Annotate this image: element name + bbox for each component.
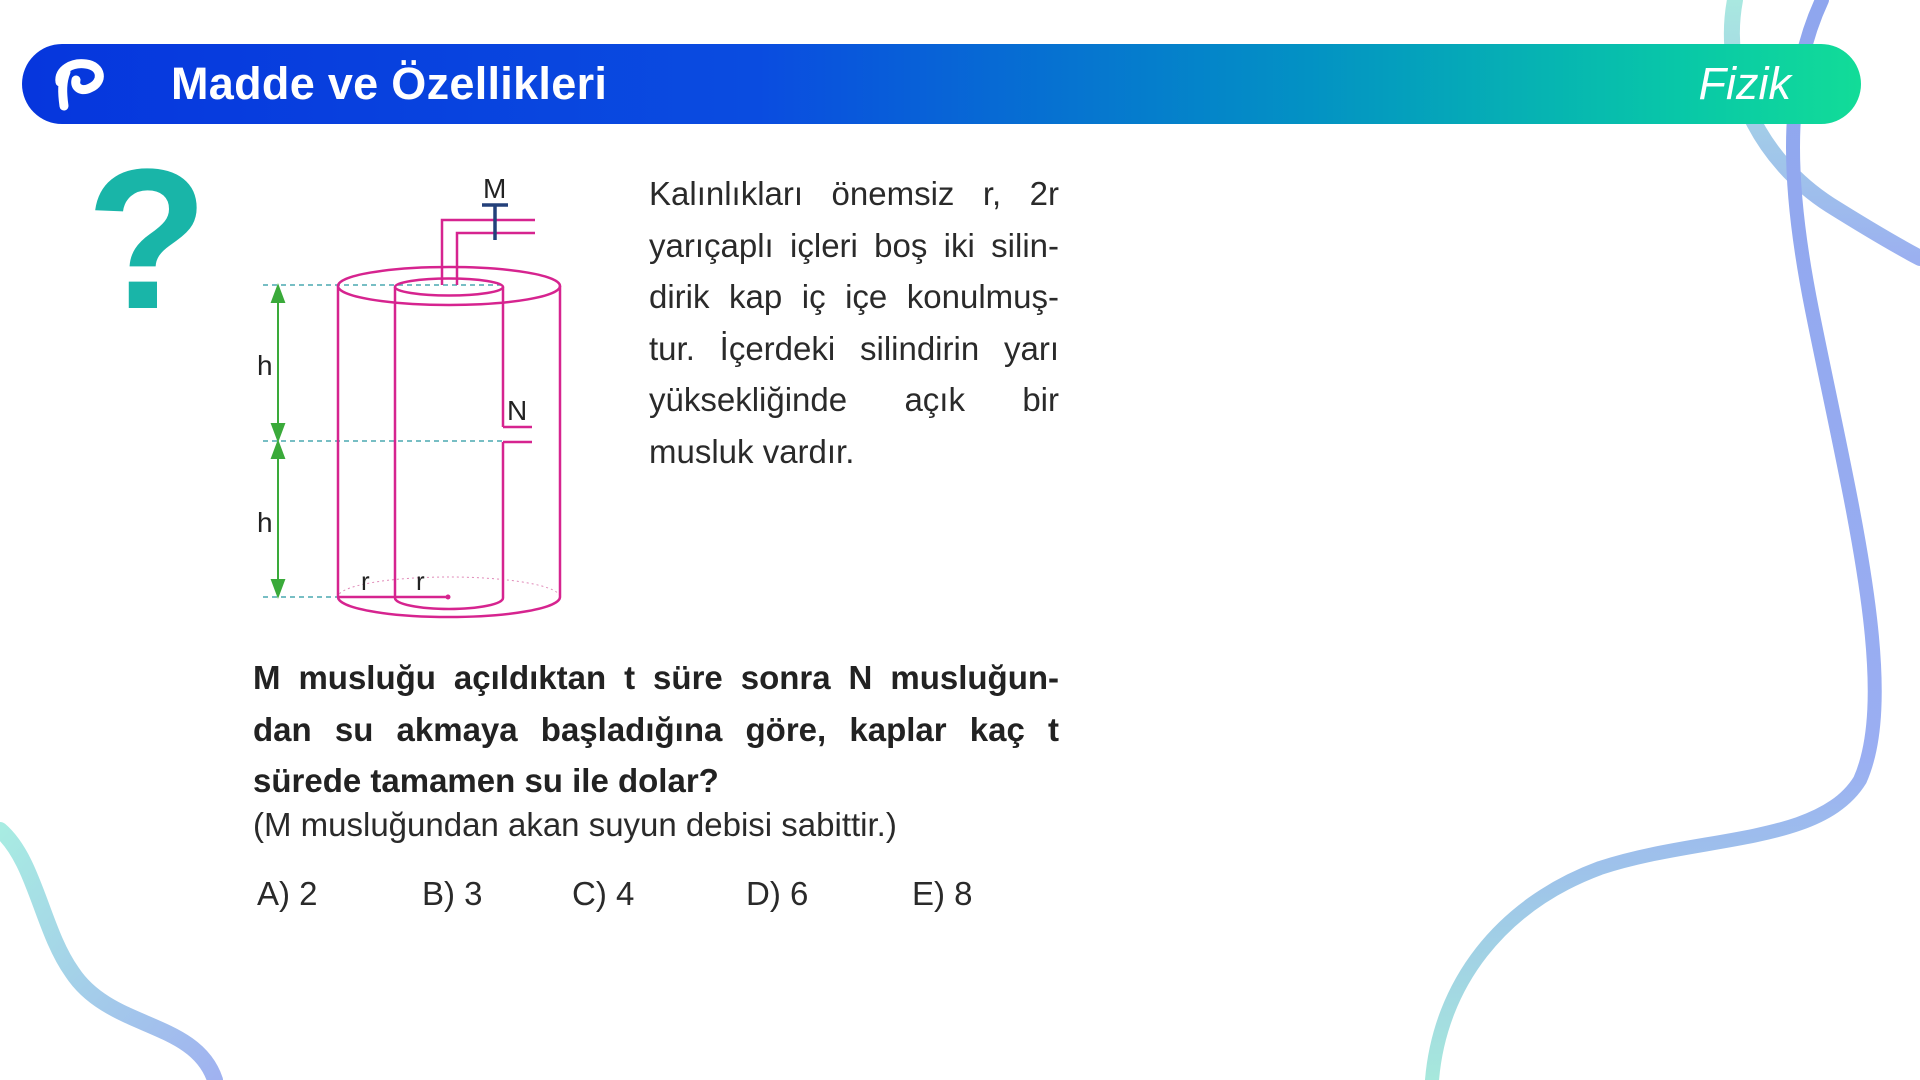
description-line: tur. İçerdeki silindirin yarı (649, 329, 1059, 367)
problem-description (649, 168, 1059, 477)
cylinder-diagram (230, 150, 590, 630)
valve-m-icon (482, 205, 508, 240)
label-h-top: h (257, 350, 273, 381)
option-c[interactable]: C) 4 (572, 875, 635, 912)
question-note: (M musluğundan akan suyun debisi sabittir.) (253, 806, 897, 843)
description-line: yüksekliğinde açık bir (649, 381, 1059, 418)
question-mark-icon: ? (86, 128, 209, 351)
ribbon-bottom-left (0, 830, 215, 1080)
ribbon-right (1432, 0, 1875, 1080)
label-n: N (507, 395, 528, 426)
question-text (253, 652, 1059, 807)
description-line: dirik kap iç içe konulmuş- (649, 278, 1059, 315)
p-logo-icon (50, 52, 114, 116)
question-line: sürede tamamen su ile dolar? (253, 762, 719, 799)
label-m: M (483, 173, 507, 204)
label-h-bottom: h (257, 507, 273, 538)
subject-label: Fizik (1698, 58, 1791, 109)
option-b[interactable]: B) 3 (422, 875, 483, 912)
label-r-outer: r (361, 566, 370, 596)
page-title: Madde ve Özellikleri (171, 58, 608, 109)
header-bar (22, 44, 1861, 124)
option-d[interactable]: D) 6 (746, 875, 809, 912)
label-r-inner: r (416, 566, 425, 596)
description-line: yarıçaplı içleri boş iki silin- (649, 226, 1059, 264)
description-line: Kalınlıkları önemsiz r, 2r (649, 175, 1059, 212)
question-line: dan su akmaya başladığına göre, kaplar kaç t (253, 710, 1059, 748)
description-line: musluk vardır. (649, 432, 855, 470)
option-e[interactable]: E) 8 (912, 875, 973, 912)
ribbon-top-right (1732, 0, 1920, 258)
question-line: M musluğu açıldıktan t süre sonra N musluğun- (253, 659, 1059, 696)
dashed-guides (263, 285, 503, 597)
option-a[interactable]: A) 2 (257, 875, 318, 912)
